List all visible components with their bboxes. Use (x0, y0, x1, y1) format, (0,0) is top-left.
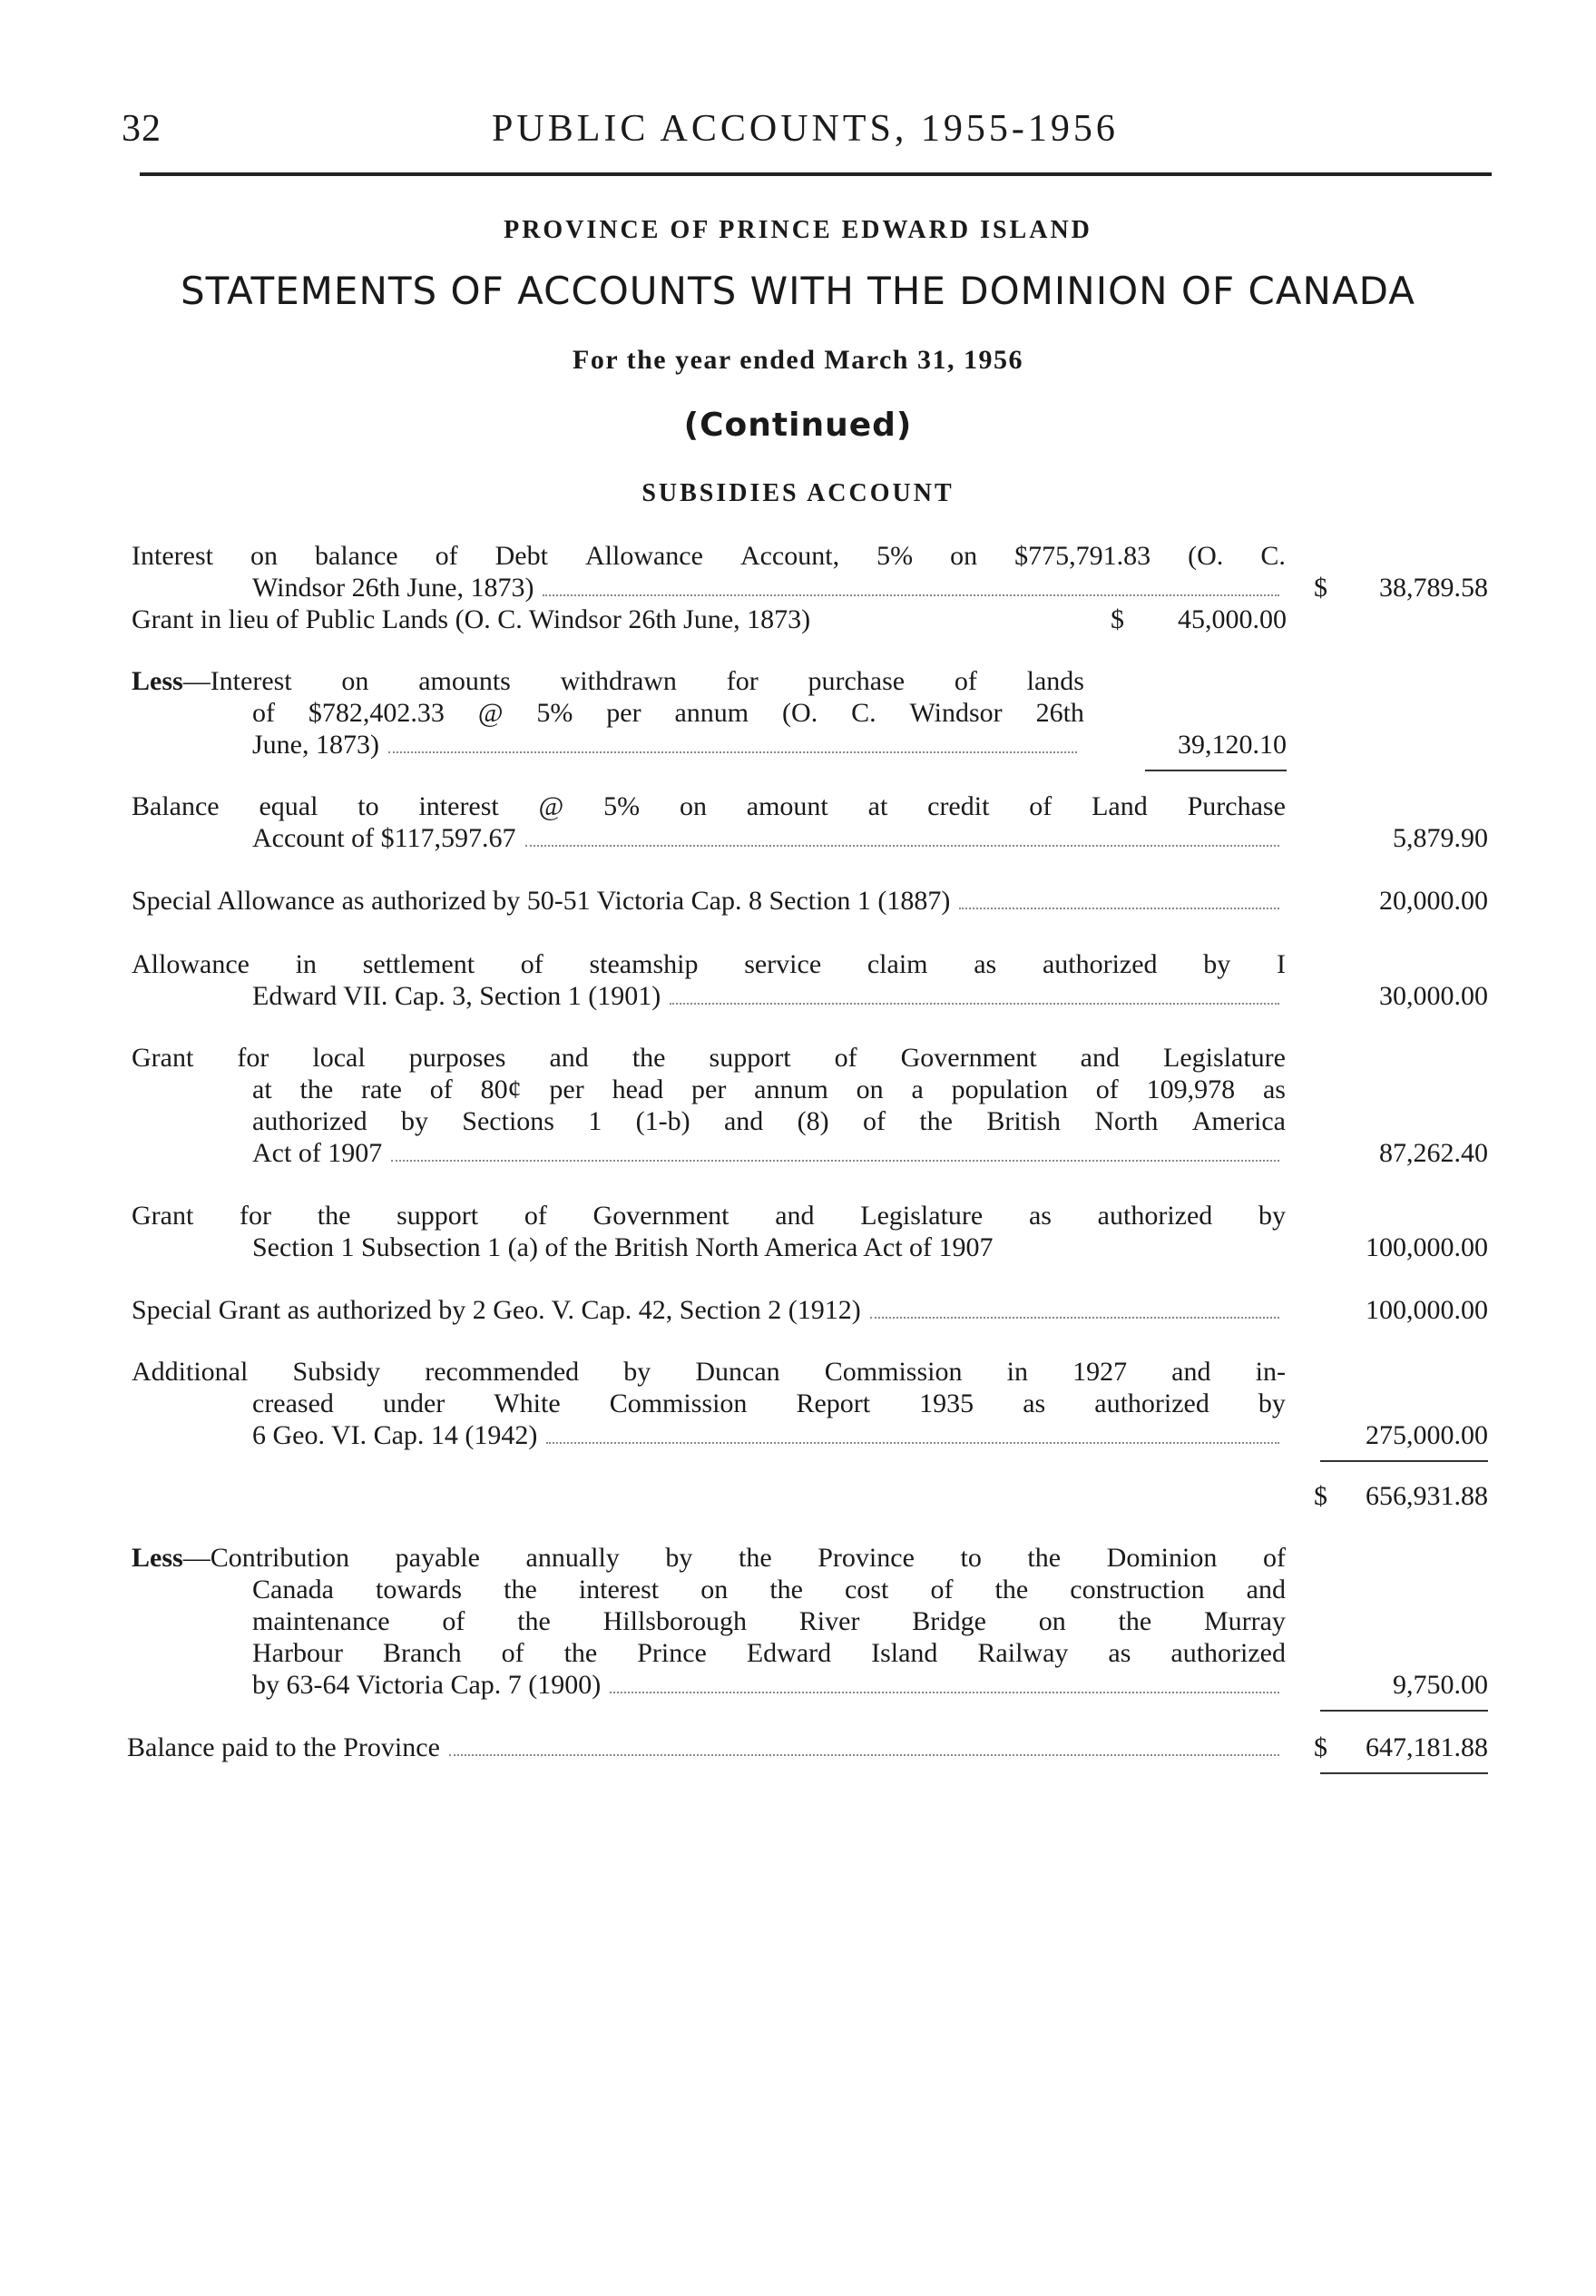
word: and (1080, 1043, 1120, 1073)
local-purposes-line-2 (252, 1074, 1286, 1105)
word: in (295, 949, 318, 979)
word: interest (578, 1575, 660, 1604)
word: claim (867, 949, 928, 979)
word: construction (1070, 1575, 1205, 1604)
word: Railway (977, 1638, 1069, 1668)
word: of (520, 949, 543, 979)
word: of (954, 666, 977, 696)
word: to (960, 1543, 982, 1573)
word: Additional (132, 1357, 249, 1387)
word: steamship (589, 949, 699, 979)
total-rule (1320, 1772, 1488, 1774)
word: of (442, 1606, 465, 1636)
word: $782,402.33 (308, 698, 445, 728)
word: maintenance (252, 1606, 390, 1636)
word: (O. (1188, 541, 1224, 571)
word: for (726, 666, 759, 696)
less-contribution-line-4 (252, 1638, 1286, 1669)
word: service (744, 949, 822, 979)
word: authorized (1042, 949, 1158, 979)
word: as (1262, 1074, 1286, 1104)
header-rule (140, 172, 1492, 176)
special-grant-line: Special Grant as authorized by 2 Geo. V. Cap. 42, Section 2 (1912) (132, 1295, 1287, 1326)
word: annum (754, 1074, 828, 1104)
year-subtitle: For the year ended March 31, 1956 (573, 345, 1023, 375)
word: America (1191, 1106, 1286, 1136)
word: cost (845, 1575, 889, 1604)
word: Sections (462, 1106, 554, 1136)
word: 80¢ (480, 1074, 522, 1104)
word: under (382, 1388, 446, 1418)
word: a (911, 1074, 924, 1104)
word: the (994, 1575, 1029, 1604)
word: on (950, 541, 978, 571)
word: and (1246, 1575, 1286, 1604)
word: as (974, 949, 997, 979)
word: in (1006, 1357, 1028, 1387)
word: Duncan (695, 1357, 780, 1387)
word: lands (1026, 666, 1084, 696)
word: 1 (588, 1106, 602, 1136)
support-govt-line-2: Section 1 Subsection 1 (a) of the British North America Act of 1907 (252, 1232, 994, 1262)
word: on (679, 791, 707, 821)
word: support (709, 1043, 791, 1073)
word: annually (525, 1543, 620, 1573)
word: Grant (132, 1043, 194, 1073)
word: the (504, 1575, 537, 1604)
word: Grant (132, 1201, 194, 1231)
word: Government (592, 1201, 729, 1231)
word: Land (1092, 791, 1148, 821)
word: and (549, 1043, 589, 1073)
word: Branch (382, 1638, 462, 1668)
word: 5% (876, 541, 914, 571)
word: Subsidy (292, 1357, 381, 1387)
less-label: Less (132, 1543, 183, 1573)
additional-subsidy-amount: 275,000.00 (1366, 1420, 1488, 1450)
word: North (1094, 1106, 1159, 1136)
less-interest-line-1 (132, 666, 1084, 697)
province-heading: PROVINCE OF PRINCE EDWARD ISLAND (504, 216, 1092, 244)
dollar-sign: $ (1314, 1481, 1327, 1511)
page-number: 32 (122, 108, 162, 150)
word: by (1258, 1388, 1286, 1418)
word: Account, (739, 541, 840, 571)
word: River (798, 1606, 860, 1636)
less-contribution-line-2 (252, 1575, 1286, 1605)
word: Government (900, 1043, 1037, 1073)
word: Canada (252, 1575, 334, 1604)
word: Windsor (909, 698, 1003, 728)
running-title: PUBLIC ACCOUNTS, 1955-1956 (492, 108, 1119, 150)
word: of (524, 1201, 547, 1231)
final-subtraction-rule (1320, 1710, 1488, 1712)
word: Allowance (132, 949, 250, 979)
word: 5% (536, 698, 573, 728)
word: amount (746, 791, 828, 821)
word: of (862, 1106, 886, 1136)
word: by (623, 1357, 651, 1387)
word: 26th (1035, 698, 1084, 728)
word: recommended (425, 1357, 580, 1387)
word: the (317, 1201, 351, 1231)
word: the (739, 1543, 772, 1573)
additional-subsidy-line-2 (252, 1388, 1286, 1419)
word: and (723, 1106, 764, 1136)
word: on (700, 1575, 729, 1604)
word: at (252, 1074, 272, 1104)
word: Prince (637, 1638, 707, 1668)
word: the (563, 1638, 598, 1668)
word: on (250, 541, 278, 571)
subtotal-amount: 656,931.88 (1366, 1481, 1488, 1511)
word: settlement (362, 949, 475, 979)
word: creased (252, 1388, 334, 1418)
word: by (1203, 949, 1231, 979)
word: Purchase (1187, 791, 1286, 821)
less-contribution-amount: 9,750.00 (1393, 1670, 1488, 1700)
word: per (691, 1074, 727, 1104)
less-contribution-line-3 (252, 1606, 1286, 1637)
word: Hillsborough (602, 1606, 747, 1636)
word: and (1171, 1357, 1211, 1387)
word: Legislature (860, 1201, 984, 1231)
word: the (769, 1575, 803, 1604)
word: (O. (782, 698, 818, 728)
support-govt-amount: 100,000.00 (1366, 1232, 1488, 1262)
word: per (606, 698, 641, 728)
word: @ (538, 791, 564, 821)
word: the (1027, 1543, 1062, 1573)
local-purposes-line-4: Act of 1907 (252, 1138, 1287, 1169)
word: balance (315, 541, 398, 571)
word: Bridge (912, 1606, 986, 1636)
word: Allowance (584, 541, 703, 571)
word: Less—Contribution (132, 1543, 350, 1573)
word: in- (1255, 1357, 1286, 1387)
word: authorized (1094, 1388, 1209, 1418)
grant-lands-text: Grant in lieu of Public Lands (O. C. Windsor 26th June, 1873) (132, 604, 811, 634)
less-interest-line-3: June, 1873) (252, 730, 1084, 760)
support-govt-line-1 (132, 1201, 1286, 1231)
local-purposes-amount: 87,262.40 (1379, 1138, 1488, 1168)
local-purposes-line-1 (132, 1043, 1286, 1074)
word: the (632, 1043, 666, 1073)
word: as (1108, 1638, 1131, 1668)
word: to (357, 791, 379, 821)
balance-interest-line-1 (132, 791, 1286, 822)
less-interest-amount: 39,120.10 (1178, 730, 1287, 760)
word: authorized (252, 1106, 367, 1136)
word: Legislature (1163, 1043, 1286, 1073)
word: British (986, 1106, 1062, 1136)
balance-interest-amount: 5,879.90 (1393, 823, 1488, 853)
subtraction-rule (1145, 770, 1287, 771)
word: the (919, 1106, 953, 1136)
less-contribution-line-5: by 63-64 Victoria Cap. 7 (1900) (252, 1670, 1287, 1701)
word: per (549, 1074, 584, 1104)
word: purposes (408, 1043, 506, 1073)
word: (1-b) (635, 1106, 690, 1136)
word: Less—Interest (132, 666, 292, 696)
word: by (665, 1543, 693, 1573)
dollar-sign: $ (1314, 1732, 1327, 1762)
word: 109,978 (1146, 1074, 1236, 1104)
word: withdrawn (560, 666, 677, 696)
word: Murray (1203, 1606, 1286, 1636)
word: White (494, 1388, 561, 1418)
less-contribution-line-1 (132, 1543, 1286, 1574)
word: of (834, 1043, 857, 1073)
word: towards (376, 1575, 463, 1604)
balance-interest-line-2: Account of $117,597.67 (252, 823, 1287, 854)
word: Edward (746, 1638, 832, 1668)
less-interest-line-2 (252, 698, 1084, 729)
steamship-amount: 30,000.00 (1379, 981, 1488, 1011)
additional-subsidy-line-1 (132, 1357, 1286, 1388)
word: local (312, 1043, 366, 1073)
additional-subsidy-line-3: 6 Geo. VI. Cap. 14 (1942) (252, 1420, 1287, 1451)
word: Commission (609, 1388, 748, 1418)
word: Report (796, 1388, 871, 1418)
dollar-sign: $ (1111, 604, 1124, 634)
word: of (429, 1074, 453, 1104)
interest-debt-amount: 38,789.58 (1379, 573, 1488, 603)
interest-debt-line-1 (132, 541, 1286, 572)
word: of (1095, 1074, 1119, 1104)
word: I (1276, 949, 1286, 979)
word: and (775, 1201, 815, 1231)
word: payable (395, 1543, 480, 1573)
word: annum (674, 698, 749, 728)
word: Harbour (252, 1638, 343, 1668)
word: Island (871, 1638, 938, 1668)
word: at (867, 791, 888, 821)
word: purchase (808, 666, 906, 696)
word: Debt (494, 541, 548, 571)
word: credit (927, 791, 990, 821)
word: Province (818, 1543, 915, 1573)
word: of (435, 541, 458, 571)
word: authorized (1170, 1638, 1286, 1668)
balance-paid-line: Balance paid to the Province (127, 1732, 1287, 1763)
word: Interest (132, 541, 213, 571)
word: as (1023, 1388, 1046, 1418)
word: of (1029, 791, 1053, 821)
word: for (240, 1201, 272, 1231)
special-allowance-amount: 20,000.00 (1379, 886, 1488, 916)
steamship-line-1 (132, 949, 1286, 980)
word: Dominion (1106, 1543, 1218, 1573)
less-label: Less (132, 666, 183, 696)
word: 1927 (1072, 1357, 1128, 1387)
word: for (237, 1043, 269, 1073)
word: the (299, 1074, 334, 1104)
word: the (517, 1606, 551, 1636)
word: equal (259, 791, 318, 821)
word: of (930, 1575, 954, 1604)
continued-label: (Continued) (683, 407, 913, 444)
word: as (1028, 1201, 1052, 1231)
word: 5% (603, 791, 641, 821)
word: support (397, 1201, 479, 1231)
word: population (951, 1074, 1068, 1104)
word: @ (477, 698, 504, 728)
steamship-line-2: Edward VII. Cap. 3, Section 1 (1901) (252, 981, 1287, 1012)
word: 1935 (919, 1388, 974, 1418)
word: $775,791.83 (1014, 541, 1151, 571)
word: C. (1260, 541, 1286, 571)
word: interest (418, 791, 499, 821)
interest-debt-line-2: Windsor 26th June, 1873) (252, 573, 1287, 603)
local-purposes-line-3 (252, 1106, 1286, 1137)
word: head (612, 1074, 664, 1104)
balance-paid-amount: 647,181.88 (1366, 1732, 1488, 1762)
word: amounts (418, 666, 511, 696)
word: the (1118, 1606, 1152, 1636)
word: (8) (797, 1106, 829, 1136)
grant-lands-amount: 45,000.00 (1178, 604, 1287, 634)
section-heading: SUBSIDIES ACCOUNT (641, 479, 955, 507)
word: rate (360, 1074, 402, 1104)
word: Balance (132, 791, 220, 821)
word: of (501, 1638, 524, 1668)
word: by (1258, 1201, 1286, 1231)
word: of (252, 698, 275, 728)
word: on (1038, 1606, 1066, 1636)
word: on (856, 1074, 884, 1104)
special-allowance-line: Special Allowance as authorized by 50-51 Victoria Cap. 8 Section 1 (1887) (132, 886, 1287, 917)
word: on (341, 666, 369, 696)
special-grant-amount: 100,000.00 (1366, 1295, 1488, 1325)
word: Commission (824, 1357, 963, 1387)
dollar-sign: $ (1314, 573, 1327, 603)
word: of (1262, 1543, 1286, 1573)
subtotal-rule (1320, 1460, 1488, 1462)
word: C. (851, 698, 876, 728)
document-title: STATEMENTS OF ACCOUNTS WITH THE DOMINION OF CANADA (180, 269, 1416, 313)
word: authorized (1097, 1201, 1213, 1231)
word: by (400, 1106, 428, 1136)
